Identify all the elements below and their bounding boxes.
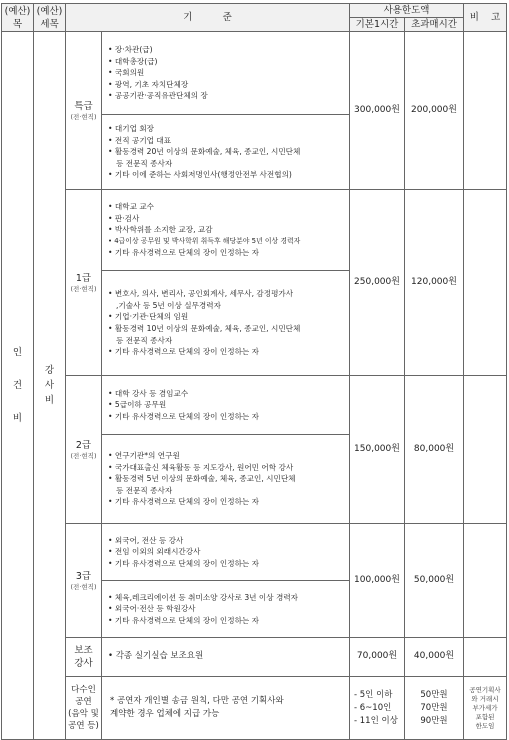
grade-second-note [464, 376, 507, 524]
multi-amounts: 50만원 70만원 90만원 [405, 677, 464, 740]
grade-first-note [464, 190, 507, 376]
multi-criteria: * 공연자 개인별 송금 원칙, 다만 공연 기획사와 계약한 경우 업체에 지급 가능 [102, 677, 350, 740]
multi-counts: - 5인 이하 - 6~10인 - 11인 이상 [350, 677, 405, 740]
grade-second-criteria-1: • 대학 강사 등 겸임교수 • 5급이하 공무원 • 기타 유사경력으로 단체의 장이 인정하는 자 [102, 376, 350, 435]
grade-third-criteria-1: • 외국어, 전산 등 강사 • 전임 이외의 외래시간강사 • 기타 유사경력으로 단체의 장이 인정하는 자 [102, 524, 350, 581]
multi-note: 공연기획사 와 거래시 부가세가 포함된 한도임 [464, 677, 507, 740]
grade-third-extra: 50,000원 [405, 524, 464, 638]
assistant-extra: 40,000원 [405, 638, 464, 677]
grade-special-note [464, 32, 507, 190]
header-budget-item: (예산) 목 [2, 4, 34, 32]
header-note: 비 고 [464, 4, 507, 32]
grade-special-criteria-2: • 대기업 회장 • 전직 공기업 대표 • 활동경력 20년 이상의 문화예술, 체육, 종교인, 시민단체 등 전문직 종사자 • 기타 이에 준하는 사회저명인사(행정안전부 사전협의) [102, 115, 350, 190]
budget-subitem-cell: 강 사 비 [34, 32, 66, 740]
assistant-criteria: • 각종 실기실습 보조요원 [102, 638, 350, 677]
header-basic-hour: 기본1시간 [350, 18, 405, 32]
grade-second-criteria-2: • 연구기관*의 연구원 • 국가대표출신 체육활동 등 지도강사, 원어민 어학 강사 • 활동경력 5년 이상의 문화예술, 체육, 종교인, 시민단체 등 전문직 종사자 • 기타 유사경력으로 단체의 장이 인정하는 자 [102, 435, 350, 524]
grade-special-basic: 300,000원 [350, 32, 405, 190]
grade-special: 특급 (전·현직) [66, 32, 102, 190]
lecturer-fee-table [1, 3, 507, 740]
header-budget-subitem: (예산) 세목 [34, 4, 66, 32]
grade-second: 2급 (전·현직) [66, 376, 102, 524]
grade-first-basic: 250,000원 [350, 190, 405, 376]
budget-item-cell: 인 건 비 [2, 32, 34, 740]
assistant-basic: 70,000원 [350, 638, 405, 677]
grade-first-extra: 120,000원 [405, 190, 464, 376]
header-extra-hour: 초과매시간 [405, 18, 464, 32]
grade-second-extra: 80,000원 [405, 376, 464, 524]
header-criteria: 기 준 [66, 4, 350, 32]
grade-second-basic: 150,000원 [350, 376, 405, 524]
grade-third: 3급 (전·현직) [66, 524, 102, 638]
grade-special-extra: 200,000원 [405, 32, 464, 190]
grade-first-criteria-1: • 대학교 교수 • 판·검사 • 박사학위를 소지한 교장, 교감 • 4급이상 공무원 및 박사학위 취득후 해당분야 5년 이상 경력자 • 기타 유사경력으로 단체의 장이 인정하는 자 [102, 190, 350, 271]
grade-third-note [464, 524, 507, 638]
header-payment-limit: 사용한도액 [350, 4, 464, 18]
grade-third-criteria-2: • 체육,레크리에이션 등 취미소양 강사로 3년 이상 경력자 • 외국어·전산 등 학원강사 • 기타 유사경력으로 단체의 장이 인정하는 자 [102, 581, 350, 638]
grade-special-criteria-1: • 장·차관(급) • 대학총장(급) • 국회의원 • 광역, 기초 자치단체장 • 공공기관·공직유관단체의 장 [102, 32, 350, 115]
grade-third-basic: 100,000원 [350, 524, 405, 638]
multi-performance: 다수인 공연 (음악 및 공연 등) [66, 677, 102, 740]
assistant-lecturer: 보조 강사 [66, 638, 102, 677]
assistant-note [464, 638, 507, 677]
grade-first: 1급 (전·현직) [66, 190, 102, 376]
grade-first-criteria-2: • 변호사, 의사, 변리사, 공인회계사, 세무사, 감정평가사 ,기술사 등 5년 이상 실무경력자 • 기업·기관·단체의 임원 • 활동경력 10년 이상의 문화예술, 체육, 종교인, 시민단체 등 전문직 종사자 • 기타 유사경력으로 단체의 장이 인정하는 자 [102, 271, 350, 376]
